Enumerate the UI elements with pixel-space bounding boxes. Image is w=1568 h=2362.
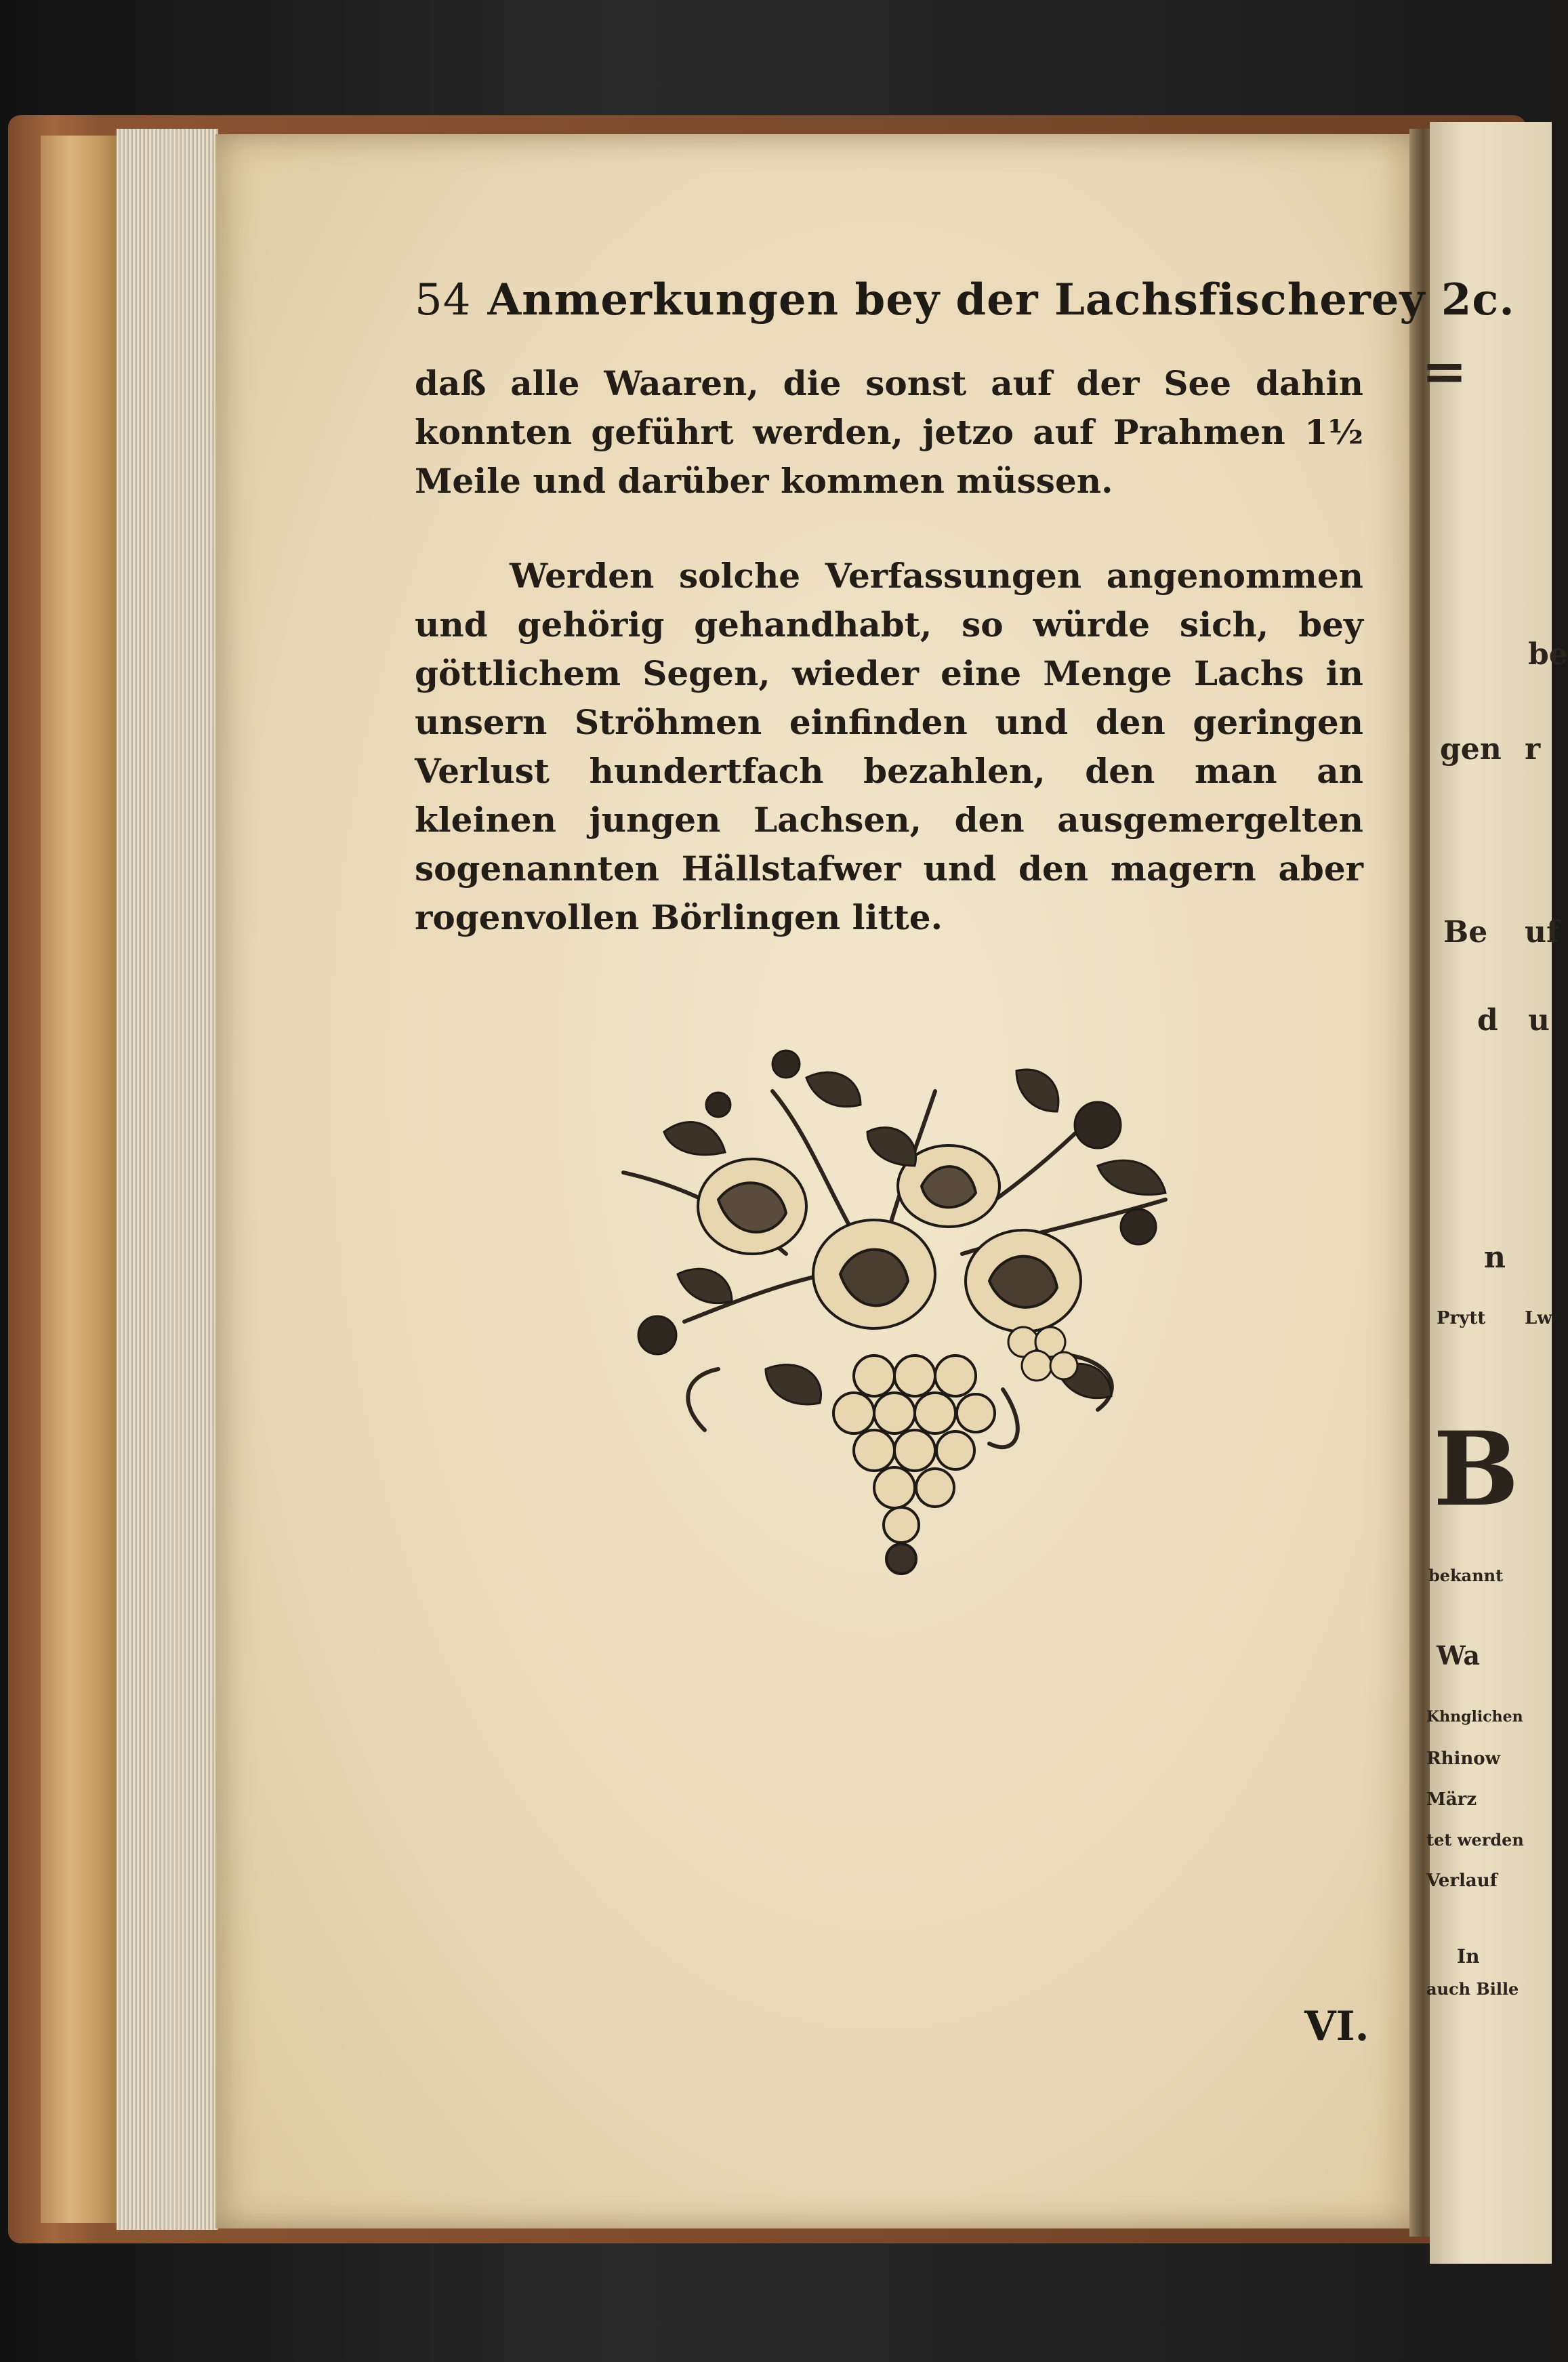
leaf-fragment: Wa: [1437, 1640, 1480, 1671]
leaf-fragment: =: [1422, 339, 1468, 403]
leaf-fragment: d: [1477, 1003, 1498, 1038]
leaf-fragment: n: [1484, 1240, 1506, 1275]
floral-ornament: [583, 1051, 1206, 1593]
leaf-fragment: bekannt: [1428, 1566, 1504, 1585]
leaf-fragment: B: [1433, 1410, 1519, 1529]
page-number: 54: [415, 275, 472, 325]
leaf-fragment: Rhinow: [1426, 1749, 1501, 1769]
running-header: [415, 274, 1515, 329]
paragraph: Werden solche Verfassungen angenommen und gehörig gehandhabt, so würde sich, bey göttlichem Segen, wieder eine Menge Lachs in unsern Ströhmen einfinden und den geringen Verlust hundertfach bezahlen, den man an kleinen jungen Lachsen, den ausgemergelten sogenannten Hällstafwer und den magern aber rogenvollen Börlingen litte.: [415, 556, 1363, 937]
leaf-fragment: r: [1525, 732, 1541, 767]
leaf-fragment: März: [1426, 1789, 1477, 1810]
leaf-fragment: Be: [1443, 915, 1488, 950]
body-text: [415, 359, 1363, 942]
leaf-fragment: tet werden: [1426, 1830, 1524, 1850]
leaf-fragment: u: [1528, 1003, 1550, 1038]
paragraph: daß alle Waaren, die sonst auf der See dahin konnten geführt werden, jetzo auf Prahmen 1½ Meile und darüber kommen müssen.: [415, 363, 1363, 501]
leaf-fragment: Khnglichen: [1426, 1708, 1523, 1726]
facing-leaf: [1430, 122, 1552, 2264]
leaf-fragment: Verlauf: [1426, 1871, 1498, 1891]
book-spine: [41, 136, 122, 2223]
leaf-fragment: In: [1457, 1945, 1480, 1968]
leaf-fragment: gen: [1440, 732, 1502, 767]
leaf-fragment: Lw: [1525, 1308, 1552, 1328]
leaf-fragment: be: [1528, 637, 1568, 672]
catchword: VI.: [1304, 2003, 1369, 2050]
leaf-fragment: auch Bille: [1426, 1979, 1519, 1999]
running-title: Anmerkungen bey der Lachsfischerey 2c.: [487, 274, 1515, 325]
page-edges: [117, 129, 218, 2230]
leaf-fragment: uf: [1525, 915, 1559, 950]
leaf-fragment: Prytt: [1437, 1308, 1486, 1328]
